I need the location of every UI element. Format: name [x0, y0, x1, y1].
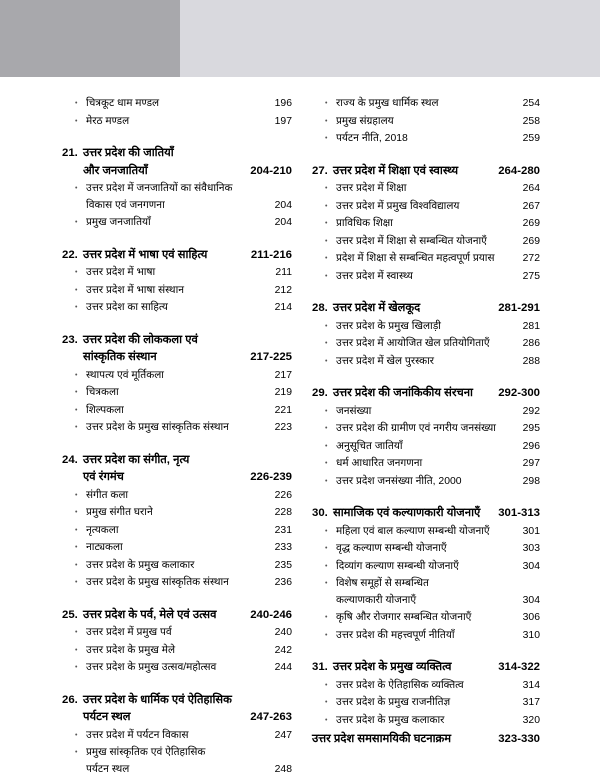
- entry-page-number: 288: [523, 354, 540, 371]
- chapter-block: [312, 659, 540, 729]
- list-item[interactable]: [312, 559, 540, 576]
- chapter-title: उत्तर प्रदेश के प्रमुख व्यक्तित्व: [333, 659, 498, 677]
- entry-page-number: 296: [523, 439, 540, 456]
- list-item[interactable]: [62, 660, 292, 677]
- entry-title: प्रदेश में शिक्षा से सम्बन्धित महत्वपूर्ण प्रयास: [336, 251, 523, 268]
- chapter-number: 29.: [312, 385, 333, 403]
- entry-title: उत्तर प्रदेश में खेल पुरस्कार: [336, 354, 523, 371]
- list-item[interactable]: [312, 404, 540, 421]
- list-item[interactable]: [62, 540, 292, 557]
- chapter-heading-line2[interactable]: [62, 469, 292, 487]
- entry-page-number: 269: [523, 216, 540, 233]
- list-item[interactable]: [312, 181, 540, 198]
- chapter-title: उत्तर प्रदेश की जातियाँ: [83, 145, 292, 163]
- list-item[interactable]: [62, 385, 292, 402]
- bullet-icon: •: [312, 319, 336, 336]
- chapter-heading[interactable]: [62, 692, 292, 710]
- bullet-icon: •: [62, 558, 86, 575]
- bullet-icon: •: [62, 368, 86, 385]
- bullet-icon: •: [312, 404, 336, 421]
- toc-page: [0, 77, 600, 774]
- chapter-page-range: 314-322: [498, 659, 540, 677]
- chapter-page-range: 247-263: [250, 709, 292, 727]
- entry-page-number: 303: [523, 541, 540, 558]
- bullet-icon: •: [312, 269, 336, 286]
- entry-page-number: 301: [523, 524, 540, 541]
- chapter-heading[interactable]: [62, 145, 292, 163]
- list-item[interactable]: [312, 421, 540, 438]
- scan-band-dark-region: [0, 0, 180, 77]
- entry-title: उत्तर प्रदेश के प्रमुख खिलाड़ी: [336, 319, 523, 336]
- chapter-page-range: 264-280: [498, 163, 540, 181]
- entry-page-number: 295: [523, 421, 540, 438]
- chapter-title: सामाजिक एवं कल्याणकारी योजनाएँ: [333, 505, 498, 523]
- left-orphan-entries: [62, 96, 292, 130]
- bullet-icon: •: [312, 234, 336, 251]
- entry-title: उत्तर प्रदेश की ग्रामीण एवं नगरीय जनसंख्या: [336, 421, 523, 438]
- chapter-title: उत्तर प्रदेश की लोककला एवं: [83, 332, 292, 350]
- list-item[interactable]: [312, 199, 540, 216]
- list-item[interactable]: [312, 234, 540, 251]
- chapter-page-range: 301-313: [498, 505, 540, 523]
- entry-title: प्रमुख सांस्कृतिक एवं ऐतिहासिक: [86, 745, 292, 762]
- entry-page-number: 254: [523, 96, 540, 113]
- list-item[interactable]: [62, 181, 292, 198]
- bullet-icon: •: [62, 215, 86, 232]
- entry-page-number: 228: [275, 505, 292, 522]
- bullet-icon: •: [62, 540, 86, 557]
- entry-title: मेरठ मण्डल: [86, 114, 275, 131]
- bullet-icon: •: [312, 456, 336, 473]
- bullet-icon: •: [312, 695, 336, 712]
- entry-page-number: 314: [523, 678, 540, 695]
- list-item[interactable]: [62, 420, 292, 437]
- list-item[interactable]: [312, 524, 540, 541]
- list-item[interactable]: [62, 368, 292, 385]
- entry-page-number: 244: [275, 660, 292, 677]
- entry-page-number: 211: [275, 265, 292, 282]
- entry-title: उत्तर प्रदेश में जनजातियों का संवैधानिक: [86, 181, 292, 198]
- list-item[interactable]: [62, 114, 292, 131]
- list-item[interactable]: [312, 336, 540, 353]
- chapter-page-range: 281-291: [498, 300, 540, 318]
- entry-page-number: 264: [523, 181, 540, 198]
- list-item[interactable]: [62, 403, 292, 420]
- entry-page-number: 317: [523, 695, 540, 712]
- bullet-icon: •: [62, 265, 86, 282]
- list-item[interactable]: [62, 488, 292, 505]
- chapter-number: 21.: [62, 145, 83, 163]
- chapter-heading[interactable]: [62, 452, 292, 470]
- chapter-title: उत्तर प्रदेश में भाषा एवं साहित्य: [83, 247, 251, 265]
- chapter-block: [62, 452, 292, 592]
- chapter-title: उत्तर प्रदेश में खेलकूद: [333, 300, 498, 318]
- entry-title: जनसंख्या: [336, 404, 523, 421]
- chapter-number: 27.: [312, 163, 333, 181]
- bullet-icon: •: [312, 576, 336, 593]
- entry-page-number: 275: [523, 269, 540, 286]
- entry-title: उत्तर प्रदेश में प्रमुख विश्वविद्यालय: [336, 199, 523, 216]
- list-item[interactable]: [312, 474, 540, 491]
- list-item[interactable]: [312, 216, 540, 233]
- list-item[interactable]: [62, 215, 292, 232]
- scanner-edge-band: [0, 0, 600, 77]
- bullet-icon: •: [312, 199, 336, 216]
- bullet-icon: •: [312, 541, 336, 558]
- chapter-block: [312, 163, 540, 286]
- bullet-icon: •: [312, 713, 336, 730]
- bullet-icon: •: [312, 678, 336, 695]
- entry-title: प्रमुख संग्रहालय: [336, 114, 523, 131]
- entry-title: चित्रकूट धाम मण्डल: [86, 96, 275, 113]
- chapter-number: 30.: [312, 505, 333, 523]
- entry-title: उत्तर प्रदेश के प्रमुख कलाकार: [86, 558, 275, 575]
- bullet-icon: •: [62, 420, 86, 437]
- entry-page-number: 272: [523, 251, 540, 268]
- appendix-heading[interactable]: [312, 731, 540, 749]
- entry-page-number: 281: [523, 319, 540, 336]
- list-item[interactable]: [312, 610, 540, 627]
- entry-page-number: 304: [523, 559, 540, 576]
- entry-title: विशेष समूहों से सम्बन्धित: [336, 576, 540, 593]
- entry-page-number: 286: [523, 336, 540, 353]
- list-item[interactable]: [312, 319, 540, 336]
- bullet-icon: •: [62, 575, 86, 592]
- chapter-page-range: 211-216: [251, 247, 292, 265]
- bullet-icon: •: [62, 728, 86, 745]
- entry-title: राज्य के प्रमुख धार्मिक स्थल: [336, 96, 523, 113]
- bullet-icon: •: [62, 300, 86, 317]
- entry-title: नृत्यकला: [86, 523, 275, 540]
- list-item[interactable]: [312, 678, 540, 695]
- chapter-block: [312, 505, 540, 644]
- entry-title: उत्तर प्रदेश के प्रमुख उत्सव/महोत्सव: [86, 660, 275, 677]
- chapter-title-cont: एवं रंगमंच: [83, 469, 250, 487]
- chapter-heading[interactable]: [312, 385, 540, 403]
- entry-page-number: 247: [275, 728, 292, 745]
- bullet-icon: •: [62, 385, 86, 402]
- entry-title: उत्तर प्रदेश में भाषा: [86, 265, 275, 282]
- entry-title-cont: विकास एवं जनगणना: [86, 198, 275, 215]
- entry-page-number: 258: [523, 114, 540, 131]
- bullet-icon: •: [62, 181, 86, 198]
- list-item-continuation: [62, 762, 292, 778]
- entry-title: उत्तर प्रदेश में प्रमुख पर्व: [86, 625, 275, 642]
- bullet-icon: •: [312, 336, 336, 353]
- bullet-icon: •: [312, 114, 336, 131]
- entry-page-number: 221: [275, 403, 292, 420]
- chapter-heading[interactable]: [312, 163, 540, 181]
- list-item[interactable]: [62, 265, 292, 282]
- entry-title: उत्तर प्रदेश के प्रमुख राजनीतिज्ञ: [336, 695, 523, 712]
- entry-title: उत्तर प्रदेश में भाषा संस्थान: [86, 283, 275, 300]
- chapter-heading-line2[interactable]: [62, 709, 292, 727]
- entry-page-number: 242: [275, 643, 292, 660]
- entry-title: उत्तर प्रदेश में शिक्षा: [336, 181, 523, 198]
- entry-page-number: 217: [275, 368, 292, 385]
- list-item[interactable]: [62, 575, 292, 592]
- chapter-heading[interactable]: [62, 247, 292, 265]
- bullet-icon: •: [312, 421, 336, 438]
- entry-title: उत्तर प्रदेश के प्रमुख मेले: [86, 643, 275, 660]
- entry-page-number: 226: [275, 488, 292, 505]
- scan-band-light-region: [180, 0, 600, 77]
- entry-page-number: 233: [275, 540, 292, 557]
- entry-title: कृषि और रोजगार सम्बन्धित योजनाएँ: [336, 610, 523, 627]
- chapter-title-cont: सांस्कृतिक संस्थान: [83, 349, 250, 367]
- entry-title: उत्तर प्रदेश जनसंख्या नीति, 2000: [336, 474, 523, 491]
- entry-title: उत्तर प्रदेश के ऐतिहासिक व्यक्तित्व: [336, 678, 523, 695]
- entry-page-number: 310: [523, 628, 540, 645]
- entry-page-number: 231: [275, 523, 292, 540]
- bullet-icon: •: [312, 96, 336, 113]
- toc-columns: [0, 95, 600, 778]
- entry-title: स्थापत्य एवं मूर्तिकला: [86, 368, 275, 385]
- entry-title: नाट्यकला: [86, 540, 275, 557]
- chapter-page-range: 292-300: [498, 385, 540, 403]
- entry-page-number: 248: [275, 762, 292, 778]
- chapter-title: उत्तर प्रदेश में शिक्षा एवं स्वास्थ्य: [333, 163, 498, 181]
- chapter-heading-line2[interactable]: [62, 163, 292, 181]
- bullet-icon: •: [312, 216, 336, 233]
- entry-page-number: 304: [523, 593, 540, 610]
- right-orphan-entries: [312, 96, 540, 148]
- entry-title: प्रमुख संगीत घराने: [86, 505, 275, 522]
- bullet-icon: •: [312, 610, 336, 627]
- list-item[interactable]: [62, 728, 292, 745]
- entry-title: उत्तर प्रदेश के प्रमुख कलाकार: [336, 713, 523, 730]
- chapter-block: [62, 607, 292, 677]
- bullet-icon: •: [62, 643, 86, 660]
- entry-page-number: 267: [523, 199, 540, 216]
- chapter-title: उत्तर प्रदेश की जनांकिकीय संरचना: [333, 385, 498, 403]
- list-item[interactable]: [62, 96, 292, 113]
- entry-page-number: 204: [275, 215, 292, 232]
- list-item[interactable]: [62, 745, 292, 762]
- bullet-icon: •: [312, 524, 336, 541]
- bullet-icon: •: [62, 505, 86, 522]
- entry-title: प्रमुख जनजातियाँ: [86, 215, 275, 232]
- entry-title: उत्तर प्रदेश की महत्त्वपूर्ण नीतियाँ: [336, 628, 523, 645]
- entry-page-number: 223: [275, 420, 292, 437]
- entry-page-number: 235: [275, 558, 292, 575]
- list-item[interactable]: [312, 695, 540, 712]
- chapter-number: 22.: [62, 247, 83, 265]
- entry-page-number: 306: [523, 610, 540, 627]
- chapter-page-range: 204-210: [250, 163, 292, 181]
- bullet-icon: •: [62, 114, 86, 131]
- list-item[interactable]: [312, 713, 540, 730]
- bullet-icon: •: [62, 488, 86, 505]
- appendix-title: उत्तर प्रदेश समसामयिकी घटनाक्रम: [312, 731, 498, 749]
- list-item[interactable]: [312, 576, 540, 593]
- chapter-number: 26.: [62, 692, 83, 710]
- list-item[interactable]: [312, 628, 540, 645]
- list-item[interactable]: [62, 283, 292, 300]
- list-item[interactable]: [312, 456, 540, 473]
- chapter-title: उत्तर प्रदेश का संगीत, नृत्य: [83, 452, 292, 470]
- chapter-block: [312, 385, 540, 490]
- entry-page-number: 259: [523, 131, 540, 148]
- entry-page-number: 292: [523, 404, 540, 421]
- entry-title: संगीत कला: [86, 488, 275, 505]
- chapter-heading[interactable]: [62, 607, 292, 625]
- entry-page-number: 219: [275, 385, 292, 402]
- bullet-icon: •: [62, 283, 86, 300]
- entry-page-number: 196: [275, 96, 292, 113]
- chapter-heading-line2[interactable]: [62, 349, 292, 367]
- list-item[interactable]: [312, 269, 540, 286]
- entry-title-cont: कल्याणकारी योजनाएँ: [336, 593, 523, 610]
- entry-title: उत्तर प्रदेश के प्रमुख सांस्कृतिक संस्थान: [86, 420, 275, 437]
- entry-page-number: 297: [523, 456, 540, 473]
- entry-title: उत्तर प्रदेश में आयोजित खेल प्रतियोगिताएँ: [336, 336, 523, 353]
- chapter-page-range: 226-239: [250, 469, 292, 487]
- chapter-page-range: 240-246: [250, 607, 292, 625]
- chapter-block: [62, 145, 292, 232]
- toc-left-column: [0, 95, 300, 778]
- entry-page-number: 212: [275, 283, 292, 300]
- list-item[interactable]: [312, 354, 540, 371]
- bullet-icon: •: [62, 403, 86, 420]
- bullet-icon: •: [62, 523, 86, 540]
- chapter-heading[interactable]: [312, 659, 540, 677]
- chapter-title: उत्तर प्रदेश के धार्मिक एवं ऐतिहासिक: [83, 692, 292, 710]
- list-item[interactable]: [312, 96, 540, 113]
- entry-title-cont: पर्यटन स्थल: [86, 762, 275, 778]
- bullet-icon: •: [312, 474, 336, 491]
- list-item[interactable]: [312, 541, 540, 558]
- entry-title: उत्तर प्रदेश का साहित्य: [86, 300, 275, 317]
- bullet-icon: •: [62, 660, 86, 677]
- list-item-continuation: [312, 593, 540, 610]
- bullet-icon: •: [62, 96, 86, 113]
- entry-title: पर्यटन नीति, 2018: [336, 131, 523, 148]
- entry-title: उत्तर प्रदेश में शिक्षा से सम्बन्धित योजनाएँ: [336, 234, 523, 251]
- bullet-icon: •: [312, 181, 336, 198]
- chapter-block: [312, 300, 540, 370]
- entry-page-number: 214: [275, 300, 292, 317]
- chapter-number: 23.: [62, 332, 83, 350]
- chapter-title: उत्तर प्रदेश के पर्व, मेले एवं उत्सव: [83, 607, 250, 625]
- chapter-heading[interactable]: [62, 332, 292, 350]
- chapter-number: 28.: [312, 300, 333, 318]
- list-item[interactable]: [312, 439, 540, 456]
- list-item[interactable]: [62, 505, 292, 522]
- bullet-icon: •: [312, 131, 336, 148]
- list-item[interactable]: [62, 300, 292, 317]
- list-item[interactable]: [312, 251, 540, 268]
- bullet-icon: •: [312, 628, 336, 645]
- bullet-icon: •: [62, 745, 86, 762]
- list-item-continuation: [62, 198, 292, 215]
- bullet-icon: •: [312, 251, 336, 268]
- chapter-block: [62, 332, 292, 437]
- entry-title: अनुसूचित जातियाँ: [336, 439, 523, 456]
- entry-page-number: 204: [275, 198, 292, 215]
- list-item[interactable]: [312, 131, 540, 148]
- list-item[interactable]: [62, 523, 292, 540]
- chapter-heading[interactable]: [312, 300, 540, 318]
- entry-page-number: 320: [523, 713, 540, 730]
- chapter-heading[interactable]: [312, 505, 540, 523]
- entry-page-number: 236: [275, 575, 292, 592]
- entry-title: दिव्यांग कल्याण सम्बन्धी योजनाएँ: [336, 559, 523, 576]
- bullet-icon: •: [312, 559, 336, 576]
- entry-page-number: 240: [275, 625, 292, 642]
- list-item[interactable]: [62, 625, 292, 642]
- chapter-number: 31.: [312, 659, 333, 677]
- entry-page-number: 197: [275, 114, 292, 131]
- bullet-icon: •: [62, 625, 86, 642]
- entry-title: उत्तर प्रदेश के प्रमुख सांस्कृतिक संस्थान: [86, 575, 275, 592]
- entry-page-number: 298: [523, 474, 540, 491]
- entry-title: चित्रकला: [86, 385, 275, 402]
- list-item[interactable]: [62, 558, 292, 575]
- chapter-number: 24.: [62, 452, 83, 470]
- toc-right-column: [300, 95, 600, 778]
- entry-title: धर्म आधारित जनगणना: [336, 456, 523, 473]
- bullet-icon: •: [312, 354, 336, 371]
- entry-title: शिल्पकला: [86, 403, 275, 420]
- entry-title: उत्तर प्रदेश में स्वास्थ्य: [336, 269, 523, 286]
- chapter-page-range: 217-225: [250, 349, 292, 367]
- chapter-title-cont: और जनजातियाँ: [83, 163, 250, 181]
- list-item[interactable]: [62, 643, 292, 660]
- entry-title: उत्तर प्रदेश में पर्यटन विकास: [86, 728, 275, 745]
- entry-title: प्राविधिक शिक्षा: [336, 216, 523, 233]
- chapter-number: 25.: [62, 607, 83, 625]
- appendix-page-range: 323-330: [498, 731, 540, 749]
- chapter-block: [62, 247, 292, 317]
- chapter-title-cont: पर्यटन स्थल: [83, 709, 250, 727]
- entry-title: वृद्ध कल्याण सम्बन्धी योजनाएँ: [336, 541, 523, 558]
- chapter-block: [62, 692, 292, 778]
- list-item[interactable]: [312, 114, 540, 131]
- entry-title: महिला एवं बाल कल्याण सम्बन्धी योजनाएँ: [336, 524, 523, 541]
- bullet-icon: •: [312, 439, 336, 456]
- entry-page-number: 269: [523, 234, 540, 251]
